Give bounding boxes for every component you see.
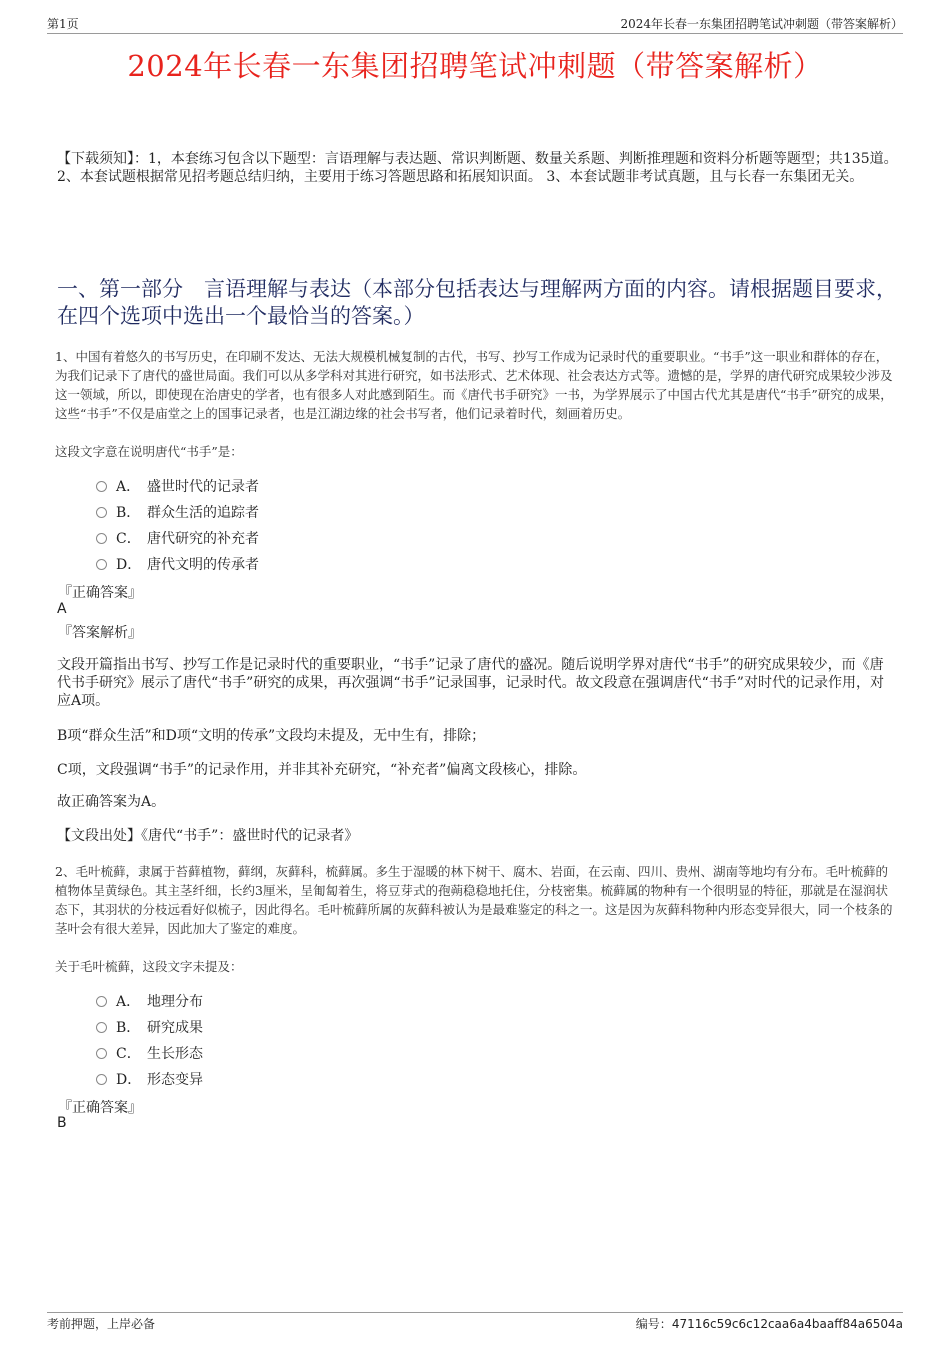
- document-title: 2024年长春一东集团招聘笔试冲刺题（带答案解析）: [127, 49, 823, 83]
- q2-option-b[interactable]: B． 研究成果: [96, 1017, 203, 1037]
- radio-icon[interactable]: [96, 996, 107, 1007]
- q2-option-a[interactable]: A． 地理分布: [96, 991, 203, 1011]
- q2-option-c[interactable]: C． 生长形态: [96, 1043, 203, 1063]
- download-notice: 【下载须知】：1，本套练习包含以下题型：言语理解与表达题、常识判断题、数量关系题、判断推理题和资料分析题等题型；共135道。 2、本套试题根据常见招考题总结归纳，主要用于练习答题思路和拓展知识面。 3、本套试题非考试真题，且与长春一东集团无关。: [57, 151, 898, 185]
- radio-icon[interactable]: [96, 481, 107, 492]
- footer-code: 编号：47116c59c6c12caa6a4baaff84a6504a: [635, 1317, 903, 1331]
- question-2-stem: 关于毛叶梳藓，这段文字未提及：: [55, 959, 243, 974]
- page-footer: [47, 1312, 903, 1331]
- q1-option-d[interactable]: D． 唐代文明的传承者: [96, 554, 259, 574]
- q1-option-c[interactable]: C． 唐代研究的补充者: [96, 528, 259, 548]
- question-1-stem: 这段文字意在说明唐代“书手”是：: [55, 444, 243, 459]
- q1-analysis-paragraph: 故正确答案为A。: [57, 794, 166, 810]
- radio-icon[interactable]: [96, 533, 107, 544]
- radio-icon[interactable]: [96, 1074, 107, 1085]
- radio-icon[interactable]: [96, 559, 107, 570]
- page-number: 第1页: [47, 17, 79, 31]
- q2-answer-label: 『正确答案』: [58, 1100, 142, 1116]
- q1-answer-label: 『正确答案』: [58, 585, 142, 601]
- q1-answer: A: [57, 601, 67, 617]
- page-header: [47, 15, 903, 34]
- question-2-text: 2、毛叶梳藓，隶属于苔藓植物，藓纲，灰藓科，梳藓属。多生于湿暖的林下树干、腐木、岩面，在云南、四川、贵州、湖南等地均有分布。毛叶梳藓的植物体呈黄绿色。其主茎纤细，长约3厘米，呈匍匐着生，将豆芽式的孢蒴稳稳地托住，分枝密集。梳藓属的物种有一个很明显的特征，那就是在湿润状态下，其羽状的分枝远看好似梳子，因此得名。毛叶梳藓所属的灰藓科被认为是最难鉴定的科之一。这是因为灰藓科物种内形态变异很大，同一个枝条的茎叶会有很大差异，因此加大了鉴定的难度。: [55, 864, 893, 936]
- radio-icon[interactable]: [96, 1048, 107, 1059]
- header-doc-title: 2024年长春一东集团招聘笔试冲刺题（带答案解析）: [620, 17, 903, 31]
- q1-option-a[interactable]: A． 盛世时代的记录者: [96, 476, 259, 496]
- q1-option-b[interactable]: B． 群众生活的追踪者: [96, 502, 259, 522]
- q1-analysis-paragraph: 文段开篇指出书写、抄写工作是记录时代的重要职业，“书手”记录了唐代的盛况。随后说明学界对唐代“书手”的研究成果较少，而《唐代书手研究》展示了唐代“书手”研究的成果，再次强调“书手”记录国事，记录时代。故文段意在强调唐代“书手”对时代的记录作用，对应A项。: [57, 657, 884, 709]
- question-1-text: 1、中国有着悠久的书写历史，在印刷不发达、无法大规模机械复制的古代，书写、抄写工作成为记录时代的重要职业。“书手”这一职业和群体的存在，为我们记录下了唐代的盛世局面。我们可以从多学科对其进行研究，如书法形式、艺术体现、社会表达方式等。遗憾的是，学界的唐代研究成果较少涉及这一领域，所以，即使现在治唐史的学者，也有很多人对此感到陌生。而《唐代书手研究》一书，为学界展示了中国古代尤其是唐代“书手”研究的成果，这些“书手”不仅是庙堂之上的国事记录者，也是江湖边缘的社会书写者，他们记录着时代，刻画着历史。: [55, 349, 893, 421]
- radio-icon[interactable]: [96, 1022, 107, 1033]
- footer-slogan: 考前押题，上岸必备: [47, 1317, 156, 1331]
- q1-analysis-paragraph: B项“群众生活”和D项“文明的传承”文段均未提及，无中生有，排除；: [57, 728, 486, 744]
- radio-icon[interactable]: [96, 507, 107, 518]
- section-heading: 一、第一部分 言语理解与表达（本部分包括表达与理解两方面的内容。请根据题目要求，在四个选项中选出一个最恰当的答案。）: [57, 277, 897, 328]
- q1-source: 【文段出处】《唐代“书手”：盛世时代的记录者》: [57, 828, 359, 844]
- q2-option-d[interactable]: D． 形态变异: [96, 1069, 203, 1089]
- q1-analysis-paragraph: C项，文段强调“书手”的记录作用，并非其补充研究，“补充者”偏离文段核心，排除。: [57, 762, 587, 778]
- q1-analysis-label: 『答案解析』: [58, 625, 142, 641]
- q2-answer: B: [57, 1115, 67, 1131]
